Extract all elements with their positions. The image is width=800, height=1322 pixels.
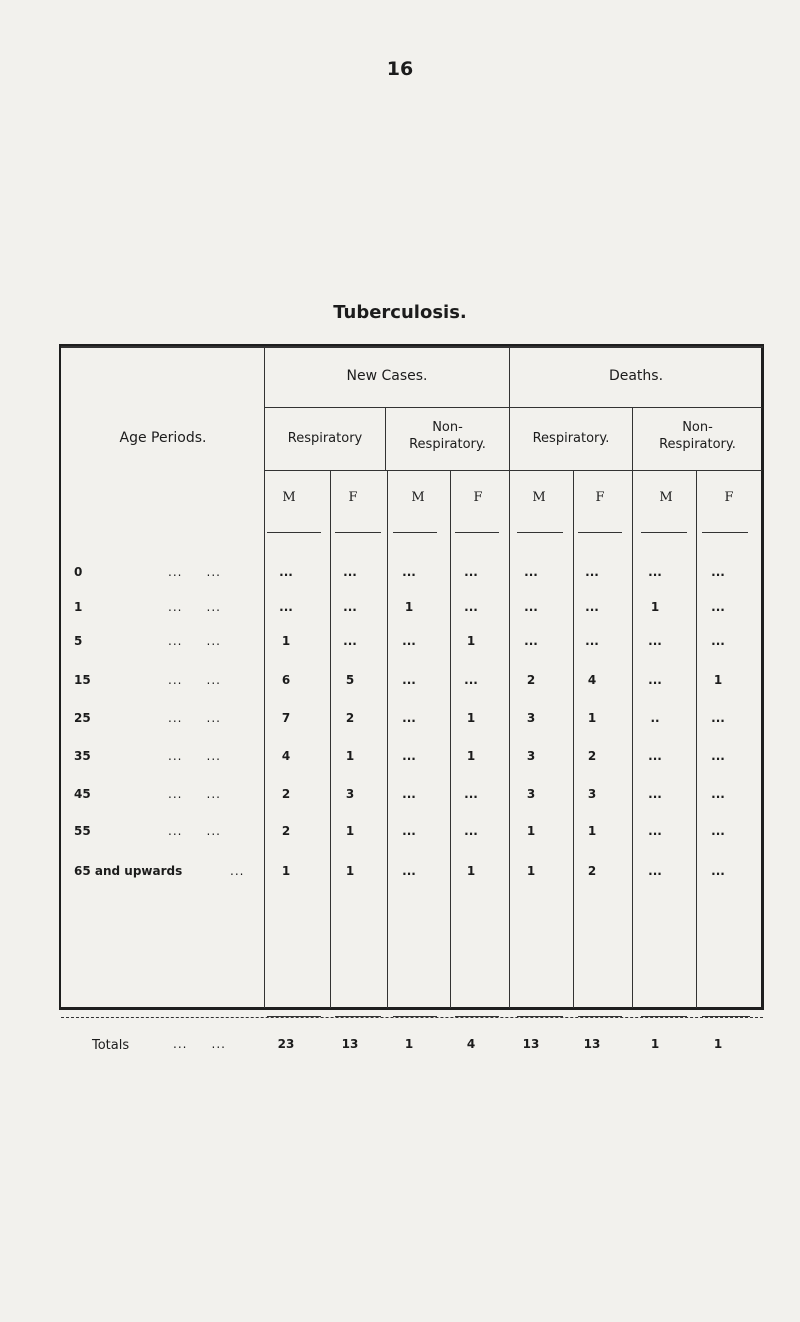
table-cell: ... xyxy=(524,634,538,648)
age-period-label: 25 xyxy=(74,711,91,725)
table-cell: 1 xyxy=(466,749,476,763)
table-cell: .. xyxy=(650,711,660,725)
data-col-divider-1 xyxy=(387,470,388,1008)
header-mf-rule xyxy=(265,470,762,471)
table-cell: ... xyxy=(279,600,293,614)
page-number: 16 xyxy=(386,58,414,80)
table-cell: ... xyxy=(585,565,599,579)
totals-underline-4 xyxy=(517,1016,563,1017)
table-cell: ... xyxy=(648,634,662,648)
age-period-label: 1 xyxy=(74,600,83,614)
col-deaths-resp-m: M xyxy=(532,490,546,505)
table-cell: ... xyxy=(711,787,725,801)
table-cell: 7 xyxy=(281,711,291,725)
col-deaths-nonresp-f: F xyxy=(724,490,734,505)
age-leader-dots: ... ... xyxy=(168,600,221,614)
table-cell: 1 xyxy=(466,711,476,725)
table-cell: 2 xyxy=(587,749,597,763)
deaths-respiratory-header: Respiratory. xyxy=(532,431,610,446)
age-leader-dots: ... ... xyxy=(168,565,221,579)
table-cell: ... xyxy=(648,864,662,878)
totals-cell: 4 xyxy=(466,1037,476,1051)
mf-underline-7 xyxy=(702,532,748,533)
table-cell: 1 xyxy=(587,711,597,725)
table-cell: ... xyxy=(343,634,357,648)
col-deaths-resp-f: F xyxy=(595,490,605,505)
table-cell: 4 xyxy=(587,673,597,687)
mf-underline-5 xyxy=(578,532,622,533)
table-cell: ... xyxy=(711,565,725,579)
table-cell: 3 xyxy=(526,787,536,801)
table-cell: ... xyxy=(648,673,662,687)
table-cell: 1 xyxy=(345,824,355,838)
age-leader-dots: ... ... xyxy=(168,634,221,648)
col-new-resp-m: M xyxy=(282,490,296,505)
table-cell: ... xyxy=(402,749,416,763)
table-cell: ... xyxy=(402,711,416,725)
data-col-divider-2 xyxy=(450,470,451,1008)
age-leader-dots: ... ... xyxy=(168,787,221,801)
table-cell: ... xyxy=(711,634,725,648)
table-cell: ... xyxy=(585,634,599,648)
table-cell: ... xyxy=(279,565,293,579)
totals-label-dots: ... ... xyxy=(173,1037,226,1051)
col-deaths-nonresp-m: M xyxy=(659,490,673,505)
mf-underline-3 xyxy=(455,532,499,533)
mf-underline-6 xyxy=(641,532,687,533)
totals-underline-2 xyxy=(393,1016,437,1017)
col-new-nonresp-m: M xyxy=(411,490,425,505)
table-cell: ... xyxy=(464,673,478,687)
table-cell: ... xyxy=(464,787,478,801)
age-period-label: 5 xyxy=(74,634,83,648)
new-respiratory-header: Respiratory xyxy=(287,431,363,446)
data-col-divider-0 xyxy=(330,470,331,1008)
age-period-label: 15 xyxy=(74,673,91,687)
table-cell: 2 xyxy=(281,824,291,838)
table-cell: 3 xyxy=(526,749,536,763)
totals-underline-0 xyxy=(267,1016,321,1017)
totals-label: Totals xyxy=(92,1038,130,1053)
table-cell: 3 xyxy=(526,711,536,725)
table-cell: 5 xyxy=(345,673,355,687)
table-cell: ... xyxy=(711,824,725,838)
table-cell: ... xyxy=(648,824,662,838)
totals-cell: 13 xyxy=(522,1037,540,1051)
table-cell: 1 xyxy=(281,634,291,648)
new-cases-header: New Cases. xyxy=(346,368,428,384)
table-cell: 2 xyxy=(281,787,291,801)
mf-underline-0 xyxy=(267,532,321,533)
table-cell: 1 xyxy=(281,864,291,878)
table-cell: ... xyxy=(648,749,662,763)
table-cell: 3 xyxy=(345,787,355,801)
table-cell: 1 xyxy=(466,634,476,648)
table-cell: 1 xyxy=(587,824,597,838)
table-cell: ... xyxy=(711,864,725,878)
table-cell: 2 xyxy=(345,711,355,725)
table-cell: 1 xyxy=(713,673,723,687)
deaths-non-respiratory-header: Non- Respiratory. xyxy=(659,420,736,452)
age-leader-dots: ... ... xyxy=(168,824,221,838)
totals-underline-7 xyxy=(702,1016,750,1017)
table-cell: ... xyxy=(648,787,662,801)
totals-cell: 1 xyxy=(650,1037,660,1051)
col-new-resp-f: F xyxy=(348,490,358,505)
table-cell: ... xyxy=(402,864,416,878)
totals-underline-5 xyxy=(578,1016,622,1017)
age-period-label: 0 xyxy=(74,565,83,579)
table-cell: ... xyxy=(402,787,416,801)
totals-cell: 13 xyxy=(583,1037,601,1051)
totals-cell: 1 xyxy=(713,1037,723,1051)
table-cell: ... xyxy=(464,824,478,838)
table-cell: 1 xyxy=(526,864,536,878)
age-period-label: 35 xyxy=(74,749,91,763)
table-cell: 1 xyxy=(345,864,355,878)
totals-cell: 1 xyxy=(404,1037,414,1051)
table-cell: ... xyxy=(524,565,538,579)
table-top-rule xyxy=(61,346,763,348)
totals-underline-3 xyxy=(455,1016,499,1017)
new-non-respiratory-header: Non- Respiratory. xyxy=(409,420,486,452)
totals-cell: 13 xyxy=(341,1037,359,1051)
age-period-label: 45 xyxy=(74,787,91,801)
age-period-label: 65 and upwards xyxy=(74,864,183,878)
deaths-header: Deaths. xyxy=(608,368,664,384)
table-cell: ... xyxy=(711,600,725,614)
table-cell: ... xyxy=(343,565,357,579)
table-cell: 1 xyxy=(526,824,536,838)
col-new-nonresp-f: F xyxy=(473,490,483,505)
table-cell: 1 xyxy=(650,600,660,614)
table-cell: 3 xyxy=(587,787,597,801)
totals-underline-1 xyxy=(335,1016,381,1017)
table-cell: ... xyxy=(524,600,538,614)
table-cell: 2 xyxy=(526,673,536,687)
table-cell: ... xyxy=(402,565,416,579)
age-leader-dots: ... xyxy=(230,864,245,878)
table-cell: 1 xyxy=(404,600,414,614)
table-cell: 6 xyxy=(281,673,291,687)
mf-underline-2 xyxy=(393,532,437,533)
mf-underline-4 xyxy=(517,532,563,533)
data-col-divider-5 xyxy=(696,470,697,1008)
data-col-divider-4 xyxy=(632,470,633,1008)
table-cell: ... xyxy=(402,673,416,687)
table-cell: ... xyxy=(711,749,725,763)
totals-cell: 23 xyxy=(277,1037,295,1051)
age-leader-dots: ... ... xyxy=(168,749,221,763)
table-cell: ... xyxy=(648,565,662,579)
table-cell: 1 xyxy=(345,749,355,763)
data-col-divider-3 xyxy=(573,470,574,1008)
mf-underline-1 xyxy=(335,532,381,533)
age-leader-dots: ... ... xyxy=(168,711,221,725)
age-leader-dots: ... ... xyxy=(168,673,221,687)
age-period-label: 55 xyxy=(74,824,91,838)
table-cell: ... xyxy=(464,565,478,579)
table-cell: 1 xyxy=(466,864,476,878)
section-title: Tuberculosis. xyxy=(333,302,467,323)
table-cell: ... xyxy=(711,711,725,725)
table-cell: ... xyxy=(343,600,357,614)
table-cell: ... xyxy=(464,600,478,614)
totals-rule-dashed xyxy=(61,1017,763,1018)
table-cell: ... xyxy=(402,824,416,838)
age-periods-header: Age Periods. xyxy=(119,430,207,446)
header-sub-rule xyxy=(265,407,762,408)
totals-underline-6 xyxy=(641,1016,687,1017)
table-cell: ... xyxy=(402,634,416,648)
table-cell: ... xyxy=(585,600,599,614)
table-cell: 4 xyxy=(281,749,291,763)
table-cell: 2 xyxy=(587,864,597,878)
